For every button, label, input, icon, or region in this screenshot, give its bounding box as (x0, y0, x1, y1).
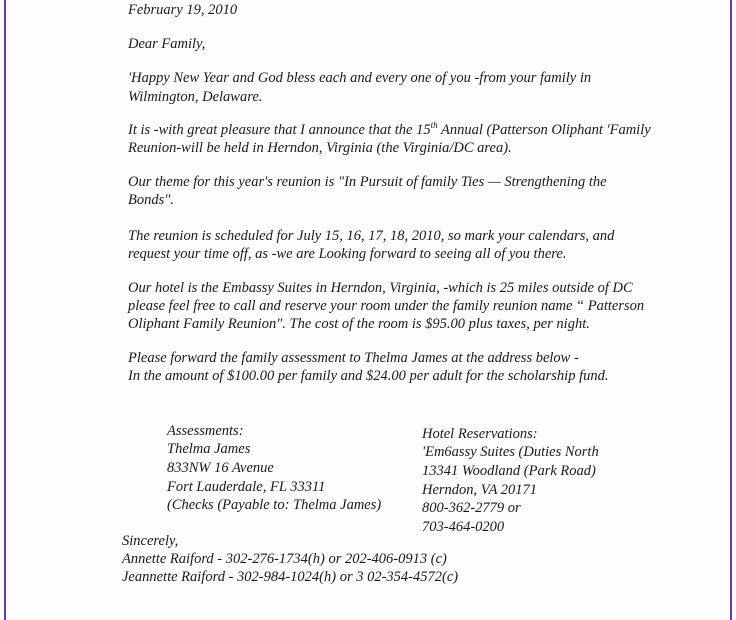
letter-page: February 19, 2010 Dear Family, 'Happy New Year and God bless each and every one of you -from your family in Wilmington, Delaware. It is -with great pleasure that I announce that the 15th Annual (Patterson Oliphant 'Family Reunion-will be held in Herndon, Virginia (the Virginia/DC area). Our theme for this year's reunion is "In Pursuit of family Ties — Strengthening the Bonds". The reunion is scheduled for July 15, 16, 17, 18, 2010, so mark your calendars, and request your time off, as -we are Looking forward to seeing all of you there. Our hotel is the Embassy Suites in Herndon, Virginia, -which is 25 miles outside of DC please feel free to call and reserve your room under the family reunion name “ Patterson Oliphant Family Reunion". The cost of the room is $95.00 plus taxes, per night. Please forward the family assessment to Thelma James at the address below - In the amount of $100.00 per family and $24.00 per adult for the scholarship fund. Assessments: Thelma James 833NW 16 Avenue Fort Lauderdale, FL 33311 (Checks (Payable to: Thelma James) Hotel Reservations: 'Em6assy Suites (Duties North 13341 Woodland (Park Road) Herndon, VA 20171 800-362-2779 or 703-464-0200 Sincerely, Annette Raiford - 302-276-1734(h) or 202-406-0913 (c) Jeannette Raiford - 302-984-1024(h) or 3 02-354-4572(c) (4, 0, 732, 620)
salutation: Dear Family, (128, 36, 206, 52)
assessments-heading: Assessments: (167, 423, 244, 439)
hotel-heading: Hotel Reservations: (422, 426, 538, 442)
letter-date: February 19, 2010 (128, 2, 238, 18)
signature-jeannette: Jeannette Raiford - 302-984-1024(h) or 3 02-354-4572(c) (122, 569, 459, 585)
signature-annette: Annette Raiford - 302-276-1734(h) or 202-406-0913 (c) (122, 551, 447, 567)
closing: Sincerely, (122, 533, 179, 549)
